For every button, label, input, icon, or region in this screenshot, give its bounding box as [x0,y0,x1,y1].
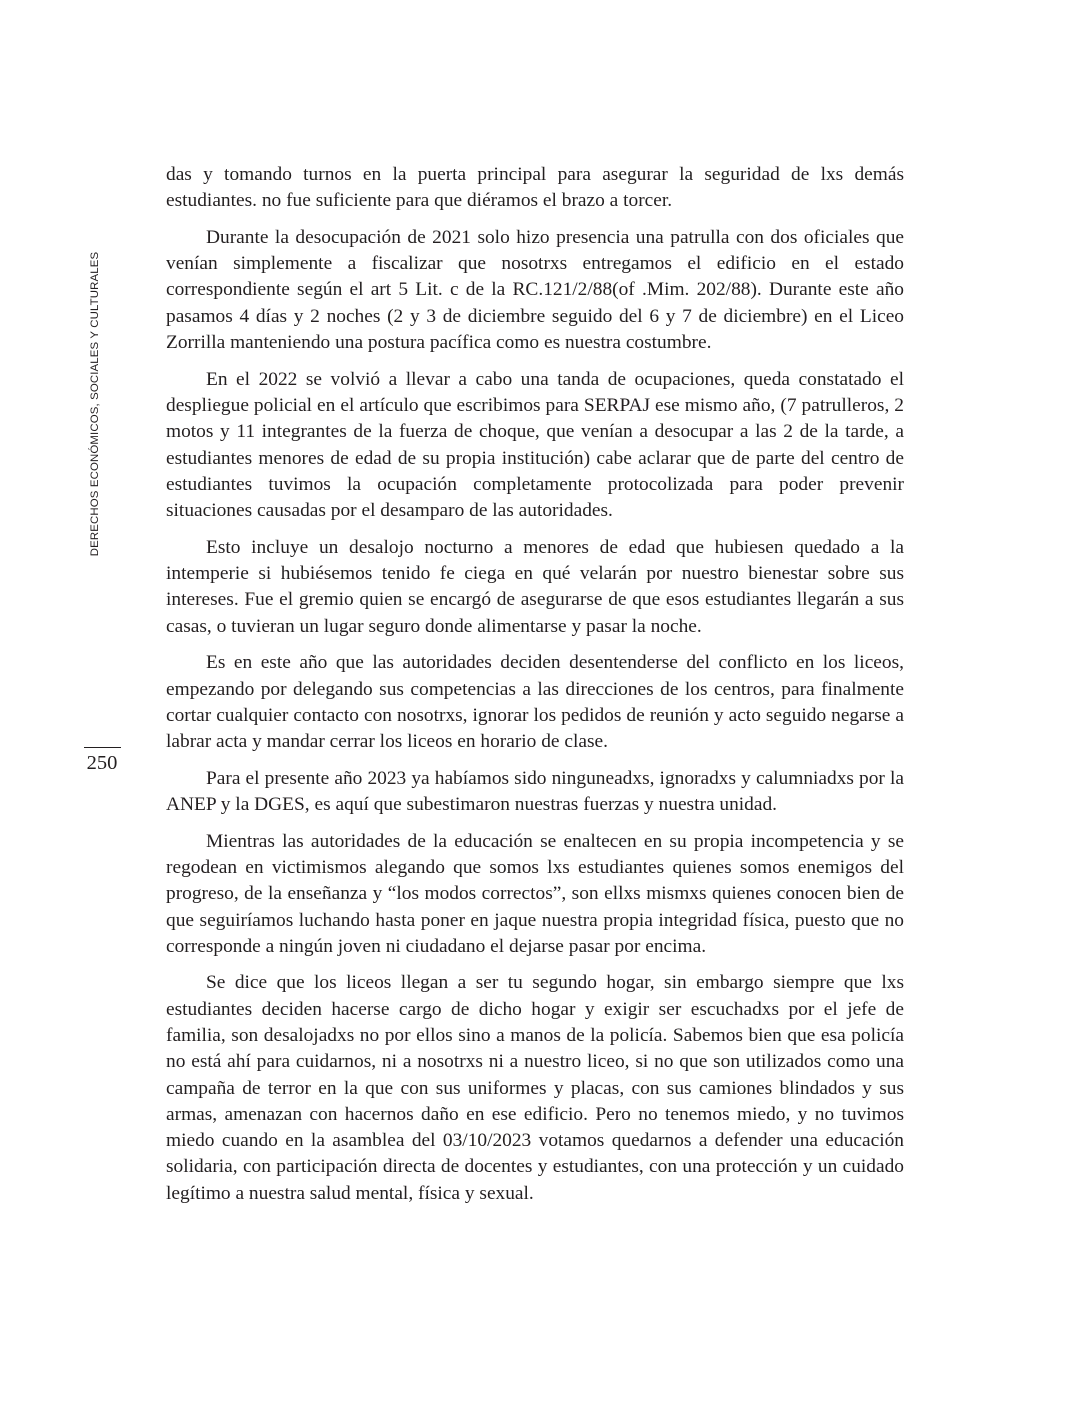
paragraph: Esto incluye un desalojo nocturno a menores de edad que hubiesen quedado a la intemperie si hubiésemos tenido fe ciega en qué velarán por nuestro bienestar sobre sus intereses. Fue el gremio quien se encargó de asegurarse de que esos estudiantes llegarán a sus casas, o tuvieran un lugar seguro donde alimentarse y pasar la noche. [166,536,904,637]
paragraph: Durante la desocupación de 2021 solo hizo presencia una patrulla con dos oficiales que venían simplemente a fiscalizar que nosotrxs entregamos el edificio en el estado correspondiente según el art 5 Lit. c de la RC.121/2/88(of .Mim. 202/88). Durante este año pasamos 4 días y 2 noches (2 y 3 de diciembre seguido del 6 y 7 de diciembre) en el Liceo Zorrilla manteniendo una postura pacífica como es nuestra costumbre. [166,226,904,354]
paragraph: Mientras las autoridades de la educación se enaltecen en su propia incompetencia y se regodean en victimismos alegando que somos lxs estudiantes quienes somos enemigos del progreso, de la enseñanza y “los modos correctos”, son ellxs mismxs quienes conocen bien de que seguiríamos luchando hasta poner en jaque nuestra propia integridad física, puesto que no corresponde a ningún joven ni ciudadano el dejarse pasar por encima. [166,830,904,957]
page-number-rule [84,747,121,748]
page-number: 250 [86,752,118,774]
body-text [166,162,904,1217]
paragraph: En el 2022 se volvió a llevar a cabo una tanda de ocupaciones, queda constatado el despliegue policial en el artículo que escribimos para SERPAJ ese mismo año, (7 patrulleros, 2 motos y 11 integrantes de la fuerza de choque, que venían a desocupar a las 2 de la tarde, a estudiantes menores de edad de su propia institución) cabe aclarar que de parte del centro de estudiantes tuvimos la ocupación completamente protocolizada para poder prevenir situaciones causadas por el desamparo de las autoridades. [166,368,904,522]
running-header [80,245,110,563]
paragraph: Es en este año que las autoridades deciden desentenderse del conflicto en los liceos, empezando por delegando sus competencias a las direcciones de los centros, para finalmente cortar cualquier contacto con nosotrxs, ignorar los pedidos de reunión y acto seguido negarse a labrar acta y mandar cerrar los liceos en horario de clase. [166,652,904,753]
paragraph: Se dice que los liceos llegan a ser tu segundo hogar, sin embargo siempre que lxs estudiantes deciden hacerse cargo de dicho hogar y exigir ser escuchadxs por el jefe de familia, son desalojadxs no por ellos sino a manos de la policía. Sabemos bien que esa policía no está ahí para cuidarnos, ni a nosotrxs ni a nuestro liceo, si no que son utilizados como una campaña de terror en la que con sus uniformes y placas, con sus camiones blindados y sus armas, amenazan con hacernos daño en ese edificio. Pero no tenemos miedo, y no tuvimos miedo cuando en la asamblea del 03/10/2023 votamos quedarnos a defender una educación solidaria, con participación directa de docentes y estudiantes, con una protección y un cuidado legítimo a nuestra salud mental, física y sexual. [166,972,904,1204]
running-header-text: DERECHOS ECONÓMICOS, SOCIALES Y CULTURALES [89,251,101,557]
paragraph: Para el presente año 2023 ya habíamos sido ninguneadxs, ignoradxs y calumniadxs por la ANEP y la DGES, es aquí que subestimaron nuestras fuerzas y nuestra unidad. [166,767,904,816]
paragraph: das y tomando turnos en la puerta principal para asegurar la seguridad de lxs demás estudiantes. no fue suficiente para que diéramos el brazo a torcer. [166,164,904,212]
